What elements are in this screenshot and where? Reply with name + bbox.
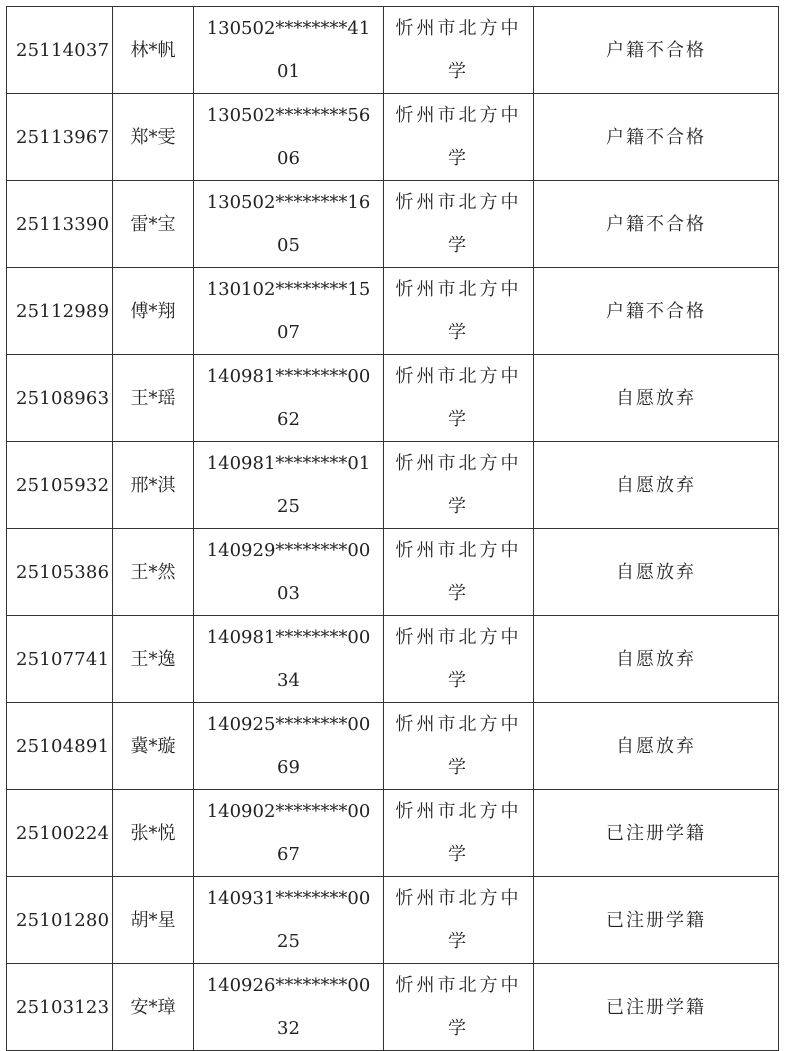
id-card-cell — [194, 268, 384, 355]
id-card-number-line2: 25 — [277, 931, 300, 952]
school-cell — [384, 7, 534, 94]
status-cell — [534, 7, 779, 94]
id-card-number-line1: 130502********56 — [206, 105, 371, 126]
student-name: 安*璋 — [130, 996, 176, 1018]
candidate-id-cell — [7, 964, 113, 1051]
id-card-number-line2: 32 — [277, 1018, 300, 1039]
name-cell — [113, 616, 194, 703]
status-text: 户籍不合格 — [606, 39, 706, 61]
id-card-number-line1: 140981********00 — [206, 627, 371, 648]
id-card-cell — [194, 181, 384, 268]
school-name-line2: 学 — [448, 61, 469, 82]
school-name-line1: 忻州市北方中 — [395, 105, 522, 126]
student-name: 傅*翔 — [130, 300, 176, 322]
id-card-number-line1: 140929********00 — [206, 540, 371, 561]
id-card-number-line1: 140925********00 — [206, 714, 371, 735]
school-cell — [384, 964, 534, 1051]
table-row — [7, 877, 779, 964]
school-name-line1: 忻州市北方中 — [395, 888, 522, 909]
status-text: 已注册学籍 — [606, 996, 706, 1018]
status-text: 自愿放弃 — [616, 561, 696, 583]
name-cell — [113, 877, 194, 964]
candidate-id: 25103123 — [16, 996, 110, 1018]
status-text: 户籍不合格 — [606, 300, 706, 322]
status-cell — [534, 877, 779, 964]
candidate-id: 25100224 — [16, 822, 110, 844]
name-cell — [113, 7, 194, 94]
status-cell — [534, 529, 779, 616]
table-row — [7, 181, 779, 268]
status-text: 自愿放弃 — [616, 735, 696, 757]
status-cell — [534, 964, 779, 1051]
status-cell — [534, 703, 779, 790]
table-row — [7, 790, 779, 877]
school-name-line1: 忻州市北方中 — [395, 18, 522, 39]
id-card-number-line1: 140926********00 — [206, 975, 371, 996]
student-name: 王*逸 — [130, 648, 176, 670]
student-name: 林*帆 — [130, 39, 176, 61]
id-card-number-line1: 130502********16 — [206, 192, 371, 213]
school-cell — [384, 94, 534, 181]
student-name: 张*悦 — [130, 822, 176, 844]
school-name-line2: 学 — [448, 148, 469, 169]
name-cell — [113, 94, 194, 181]
student-name: 邢*淇 — [130, 474, 176, 496]
table-row — [7, 355, 779, 442]
id-card-cell — [194, 703, 384, 790]
candidate-id: 25104891 — [16, 735, 110, 757]
school-cell — [384, 790, 534, 877]
id-card-number-line1: 140981********00 — [206, 366, 371, 387]
candidate-id-cell — [7, 355, 113, 442]
candidate-id-cell — [7, 790, 113, 877]
candidate-id: 25112989 — [16, 300, 110, 322]
status-cell — [534, 790, 779, 877]
student-table-body — [7, 7, 779, 1051]
school-cell — [384, 877, 534, 964]
school-name-line1: 忻州市北方中 — [395, 975, 522, 996]
school-cell — [384, 616, 534, 703]
candidate-id-cell — [7, 616, 113, 703]
school-name-line1: 忻州市北方中 — [395, 192, 522, 213]
id-card-cell — [194, 964, 384, 1051]
candidate-id-cell — [7, 94, 113, 181]
school-name-line2: 学 — [448, 931, 469, 952]
name-cell — [113, 529, 194, 616]
status-text: 已注册学籍 — [606, 822, 706, 844]
candidate-id-cell — [7, 703, 113, 790]
candidate-id: 25105386 — [16, 561, 110, 583]
candidate-id-cell — [7, 181, 113, 268]
table-row — [7, 442, 779, 529]
name-cell — [113, 964, 194, 1051]
school-name-line2: 学 — [448, 583, 469, 604]
status-text: 已注册学籍 — [606, 909, 706, 931]
student-name: 王*然 — [130, 561, 176, 583]
student-name: 郑*雯 — [130, 126, 176, 148]
id-card-number-line2: 05 — [277, 235, 300, 256]
table-row — [7, 529, 779, 616]
name-cell — [113, 790, 194, 877]
student-name: 雷*宝 — [130, 213, 176, 235]
id-card-number-line1: 130102********15 — [206, 279, 371, 300]
school-cell — [384, 268, 534, 355]
status-cell — [534, 442, 779, 529]
id-card-cell — [194, 790, 384, 877]
name-cell — [113, 442, 194, 529]
table-row — [7, 268, 779, 355]
school-name-line2: 学 — [448, 670, 469, 691]
school-name-line1: 忻州市北方中 — [395, 627, 522, 648]
candidate-id-cell — [7, 442, 113, 529]
student-name: 王*瑶 — [130, 387, 176, 409]
school-cell — [384, 529, 534, 616]
school-name-line1: 忻州市北方中 — [395, 714, 522, 735]
table-row — [7, 7, 779, 94]
id-card-cell — [194, 355, 384, 442]
name-cell — [113, 703, 194, 790]
id-card-number-line1: 140981********01 — [206, 453, 371, 474]
status-text: 户籍不合格 — [606, 126, 706, 148]
id-card-cell — [194, 7, 384, 94]
id-card-number-line2: 67 — [277, 844, 300, 865]
candidate-id: 25108963 — [16, 387, 110, 409]
id-card-number-line2: 01 — [277, 61, 300, 82]
table-row — [7, 616, 779, 703]
id-card-cell — [194, 616, 384, 703]
status-text: 自愿放弃 — [616, 387, 696, 409]
student-name: 胡*星 — [130, 909, 176, 931]
school-name-line2: 学 — [448, 1018, 469, 1039]
student-table — [6, 6, 779, 1051]
candidate-id-cell — [7, 268, 113, 355]
name-cell — [113, 181, 194, 268]
id-card-number-line1: 140902********00 — [206, 801, 371, 822]
status-text: 自愿放弃 — [616, 474, 696, 496]
id-card-number-line2: 69 — [277, 757, 300, 778]
name-cell — [113, 355, 194, 442]
id-card-cell — [194, 442, 384, 529]
school-name-line2: 学 — [448, 496, 469, 517]
id-card-number-line2: 03 — [277, 583, 300, 604]
candidate-id: 25107741 — [16, 648, 110, 670]
name-cell — [113, 268, 194, 355]
school-name-line1: 忻州市北方中 — [395, 801, 522, 822]
school-cell — [384, 355, 534, 442]
school-name-line2: 学 — [448, 844, 469, 865]
student-name: 冀*璇 — [130, 735, 176, 757]
id-card-number-line2: 06 — [277, 148, 300, 169]
id-card-number-line1: 140931********00 — [206, 888, 371, 909]
id-card-number-line2: 25 — [277, 496, 300, 517]
status-text: 户籍不合格 — [606, 213, 706, 235]
candidate-id: 25114037 — [16, 39, 110, 61]
id-card-cell — [194, 94, 384, 181]
status-cell — [534, 268, 779, 355]
school-cell — [384, 181, 534, 268]
candidate-id-cell — [7, 7, 113, 94]
school-cell — [384, 703, 534, 790]
candidate-id: 25101280 — [16, 909, 110, 931]
status-cell — [534, 616, 779, 703]
candidate-id: 25105932 — [16, 474, 110, 496]
status-text: 自愿放弃 — [616, 648, 696, 670]
status-cell — [534, 181, 779, 268]
status-cell — [534, 94, 779, 181]
table-row — [7, 94, 779, 181]
id-card-cell — [194, 529, 384, 616]
id-card-cell — [194, 877, 384, 964]
candidate-id: 25113967 — [16, 126, 110, 148]
candidate-id-cell — [7, 877, 113, 964]
school-name-line1: 忻州市北方中 — [395, 279, 522, 300]
school-name-line2: 学 — [448, 409, 469, 430]
id-card-number-line2: 34 — [277, 670, 300, 691]
school-name-line1: 忻州市北方中 — [395, 366, 522, 387]
school-name-line2: 学 — [448, 235, 469, 256]
candidate-id: 25113390 — [16, 213, 110, 235]
table-row — [7, 703, 779, 790]
id-card-number-line2: 62 — [277, 409, 300, 430]
id-card-number-line1: 130502********41 — [206, 18, 371, 39]
status-cell — [534, 355, 779, 442]
school-name-line2: 学 — [448, 757, 469, 778]
school-name-line2: 学 — [448, 322, 469, 343]
candidate-id-cell — [7, 529, 113, 616]
school-cell — [384, 442, 534, 529]
table-row — [7, 964, 779, 1051]
school-name-line1: 忻州市北方中 — [395, 453, 522, 474]
id-card-number-line2: 07 — [277, 322, 300, 343]
school-name-line1: 忻州市北方中 — [395, 540, 522, 561]
